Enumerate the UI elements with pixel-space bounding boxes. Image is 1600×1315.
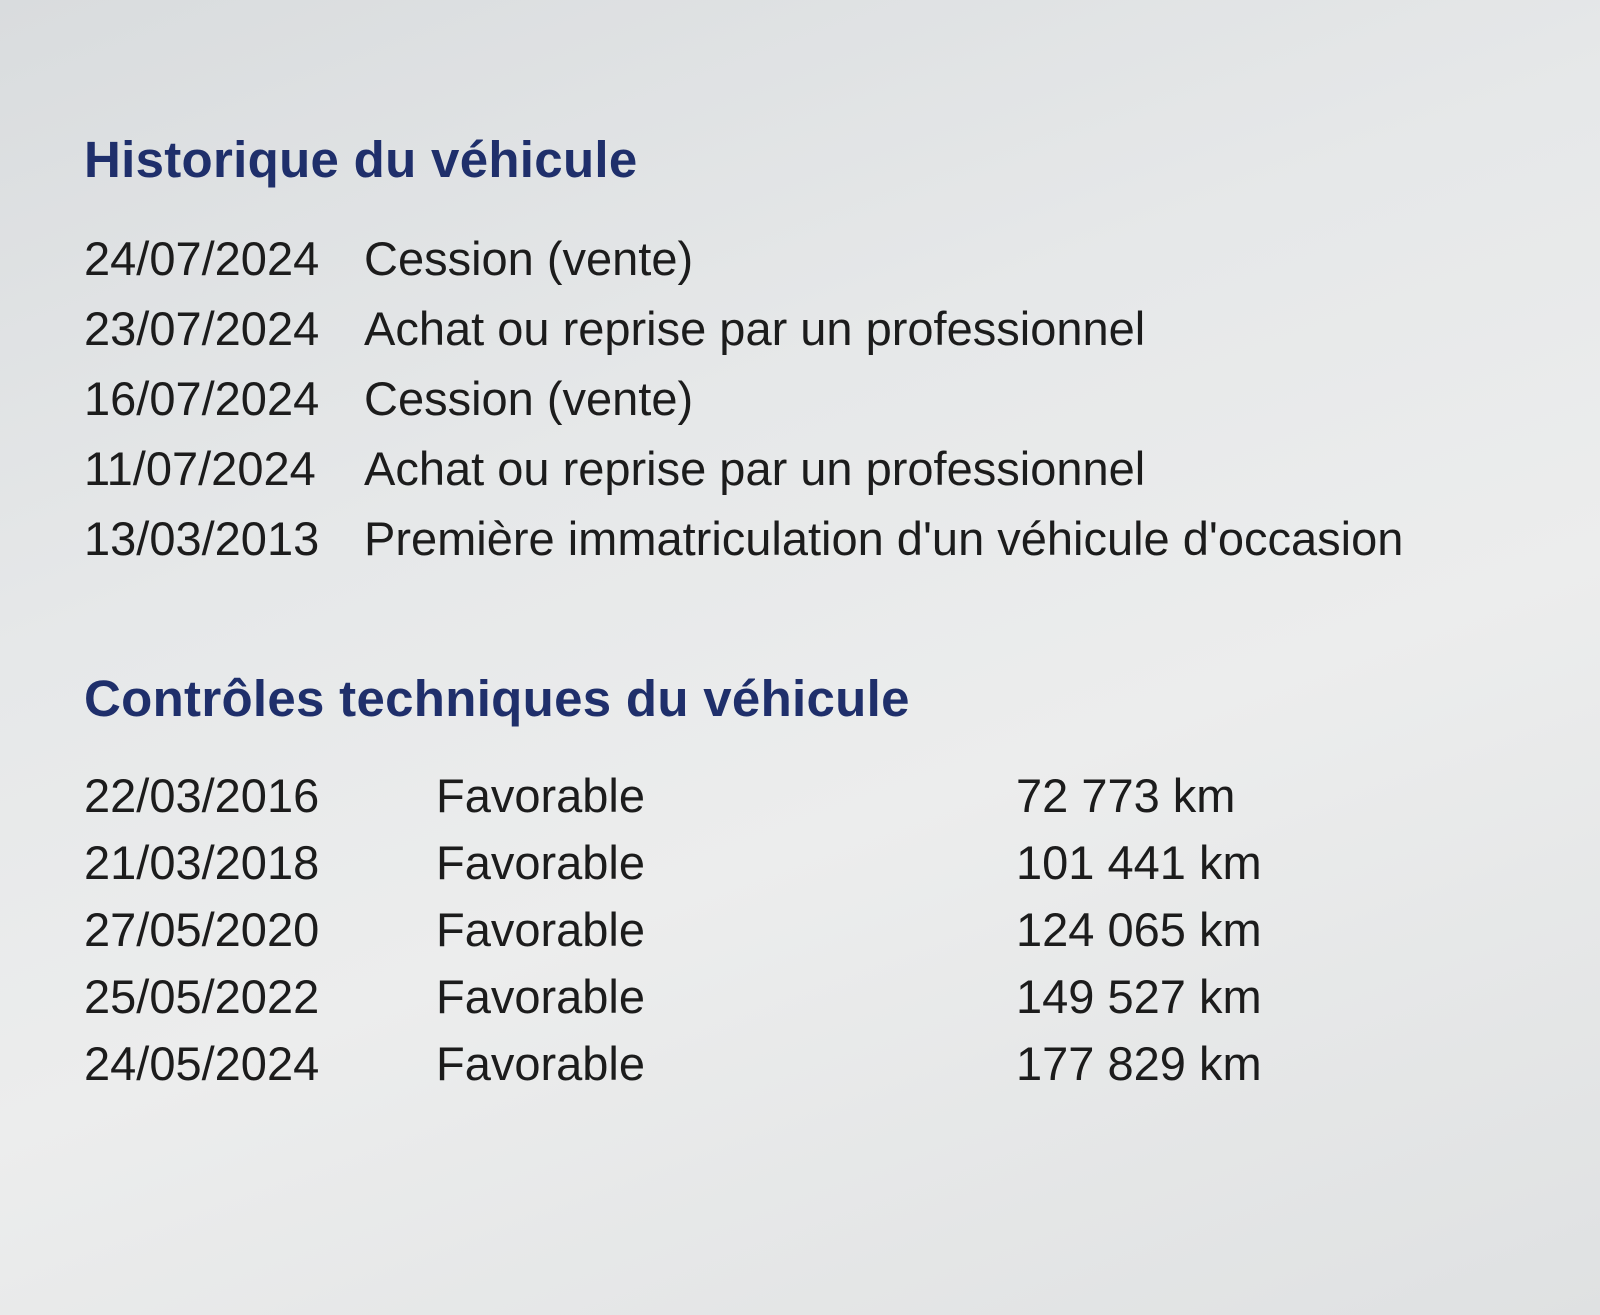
control-date: 25/05/2022 xyxy=(84,970,320,1023)
control-result: Favorable xyxy=(436,1037,645,1090)
technical-control-row xyxy=(84,902,1564,969)
technical-control-row xyxy=(84,768,1564,835)
control-mileage: 149 527 km xyxy=(1016,970,1262,1023)
history-date: 16/07/2024 xyxy=(84,372,320,425)
history-date: 13/03/2013 xyxy=(84,512,320,565)
control-mileage: 101 441 km xyxy=(1016,836,1262,889)
control-mileage: 124 065 km xyxy=(1016,903,1262,956)
history-event: Cession (vente) xyxy=(364,232,694,285)
history-event: Achat ou reprise par un professionnel xyxy=(364,302,1146,355)
control-date: 22/03/2016 xyxy=(84,769,320,822)
control-result: Favorable xyxy=(436,769,645,822)
vehicle-report xyxy=(84,130,1564,1103)
control-mileage: 177 829 km xyxy=(1016,1037,1262,1090)
history-date: 23/07/2024 xyxy=(84,302,320,355)
technical-control-row xyxy=(84,1036,1564,1103)
history-date: 24/07/2024 xyxy=(84,232,320,285)
technical-controls-title: Contrôles techniques du véhicule xyxy=(84,670,910,727)
history-row xyxy=(84,371,1564,441)
history-event: Achat ou reprise par un professionnel xyxy=(364,442,1146,495)
history-list xyxy=(84,231,1564,581)
technical-control-row xyxy=(84,969,1564,1036)
control-result: Favorable xyxy=(436,836,645,889)
history-title: Historique du véhicule xyxy=(84,131,638,188)
history-event: Cession (vente) xyxy=(364,372,694,425)
control-date: 27/05/2020 xyxy=(84,903,320,956)
history-row xyxy=(84,441,1564,511)
history-event: Première immatriculation d'un véhicule d'occasion xyxy=(364,512,1404,565)
technical-control-row xyxy=(84,835,1564,902)
history-row xyxy=(84,301,1564,371)
control-date: 21/03/2018 xyxy=(84,836,320,889)
control-date: 24/05/2024 xyxy=(84,1037,320,1090)
technical-controls-list xyxy=(84,768,1564,1103)
history-row xyxy=(84,511,1564,581)
control-mileage: 72 773 km xyxy=(1016,769,1236,822)
history-row xyxy=(84,231,1564,301)
control-result: Favorable xyxy=(436,903,645,956)
history-date: 11/07/2024 xyxy=(84,442,316,495)
control-result: Favorable xyxy=(436,970,645,1023)
